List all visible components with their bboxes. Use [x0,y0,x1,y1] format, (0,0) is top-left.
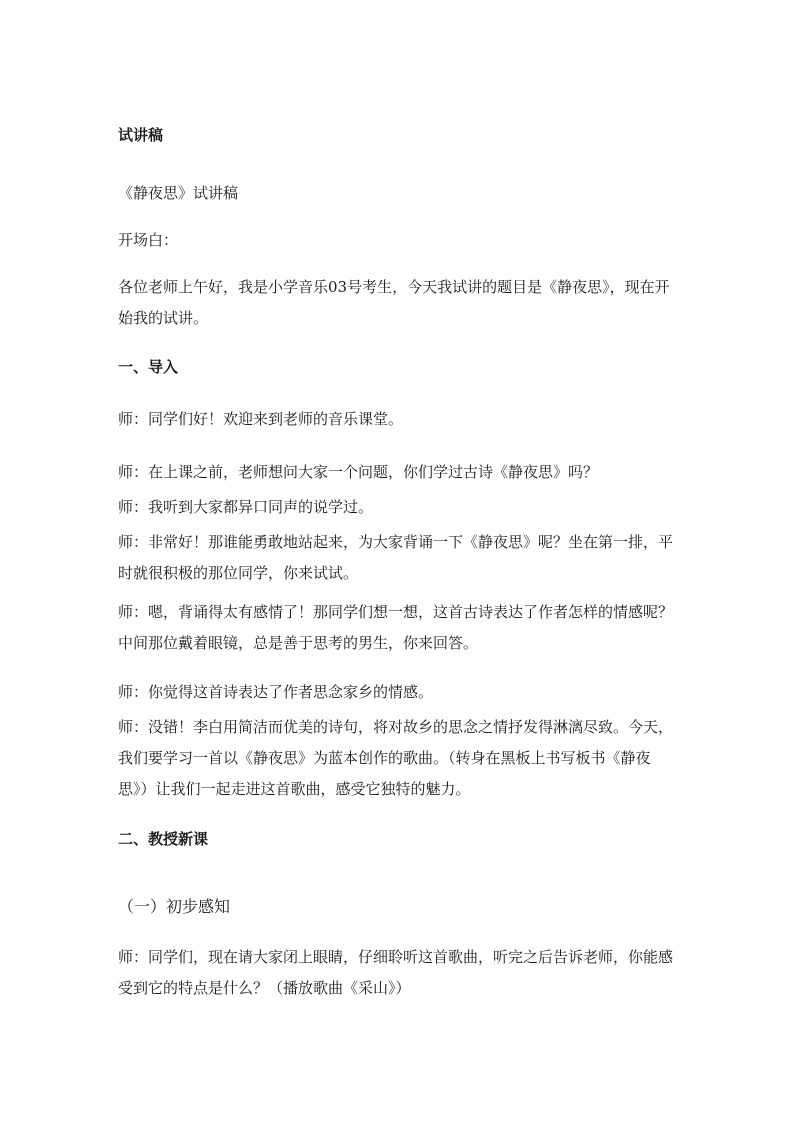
lecture-title: 《静夜思》试讲稿 [118,184,239,202]
paragraph: 师：你觉得这首诗表达了作者思念家乡的情感。 [118,683,434,701]
paragraph: 师：同学们好！欢迎来到老师的音乐课堂。 [118,410,404,428]
paragraph: 师：没错！李白用简洁而优美的诗句，将对故乡的思念之情抒发得淋漓尽致。今天，我们要学习一首以《静夜思》为蓝本创作的歌曲。（转身在黑板上书写板书《静夜思》）让我们一起走进这首歌曲，感受它独特的魅力。 [118,718,674,798]
opening-paragraph: 各位老师上午好，我是小学音乐03号考生，今天我试讲的题目是《静夜思》，现在开始我的试讲。 [118,278,670,327]
section-title-new-lesson: 二、教授新课 [118,830,209,848]
section-title-introduction: 一、导入 [118,358,179,376]
opening-label: 开场白： [118,231,179,249]
paragraph: 师：在上课之前，老师想问大家一个问题，你们学过古诗《静夜思》吗？ [118,463,599,481]
paragraph: 师：嗯，背诵得太有感情了！那同学们想一想，这首古诗表达了作者怎样的情感呢？中间那位戴着眼镜，总是善于思考的男生，你来回答。 [118,603,674,652]
document-heading: 试讲稿 [118,126,164,144]
paragraph: 师：我听到大家都异口同声的说学过。 [118,498,374,516]
subsection-title-perception: （一）初步感知 [118,897,231,916]
paragraph: 师：同学们，现在请大家闭上眼睛，仔细聆听这首歌曲，听完之后告诉老师，你能感受到它的特点是什么？（播放歌曲《采山》） [118,948,674,997]
paragraph: 师：非常好！那谁能勇敢地站起来，为大家背诵一下《静夜思》呢？坐在第一排，平时就很积极的那位同学，你来试试。 [118,533,674,582]
